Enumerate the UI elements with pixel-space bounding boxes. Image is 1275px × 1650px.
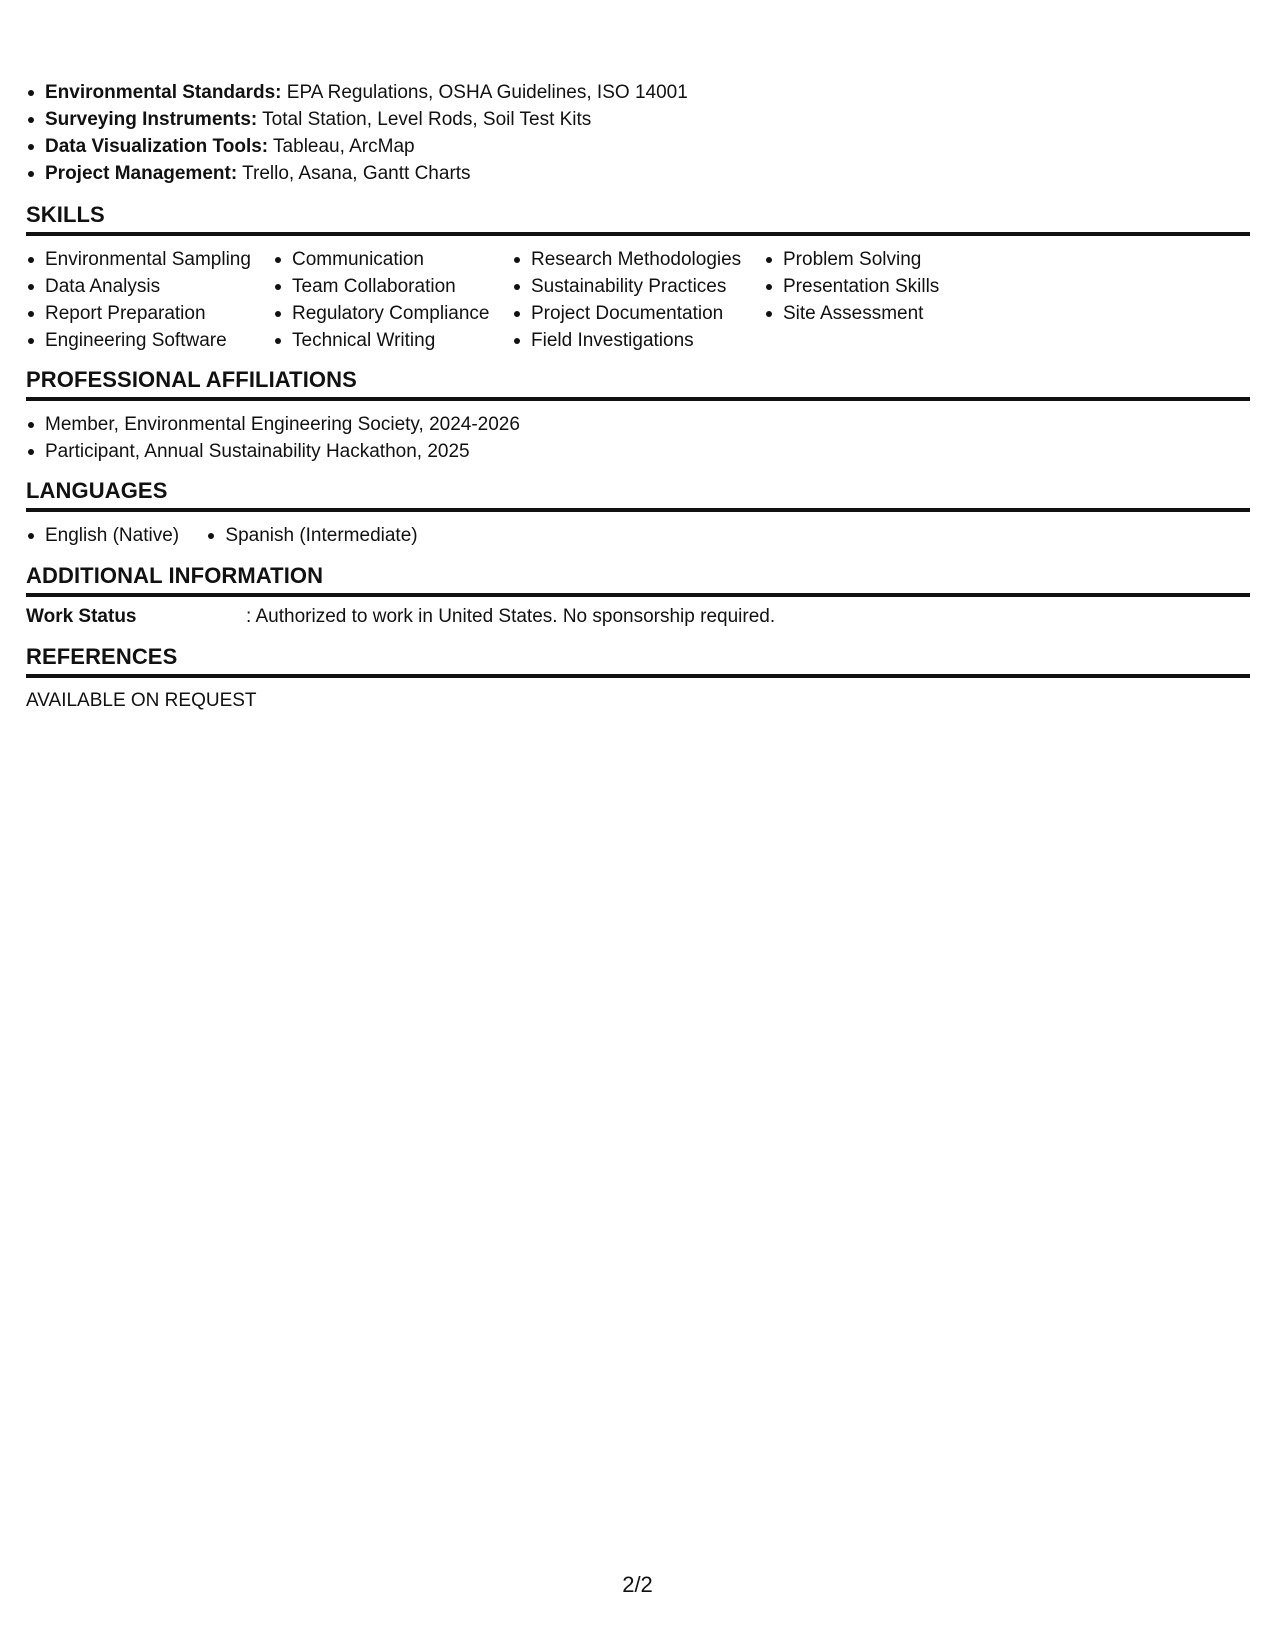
references-heading: REFERENCES bbox=[26, 643, 1250, 678]
tools-item-value: EPA Regulations, OSHA Guidelines, ISO 14001 bbox=[281, 82, 688, 103]
skill-item: Communication bbox=[273, 246, 490, 273]
skills-heading: SKILLS bbox=[26, 201, 1250, 236]
skill-item: Field Investigations bbox=[512, 327, 741, 354]
tools-item-value: Tableau, ArcMap bbox=[268, 136, 415, 157]
tools-item-label: Environmental Standards: bbox=[45, 82, 282, 103]
skill-item: Engineering Software bbox=[26, 327, 251, 354]
language-item: English (Native) bbox=[26, 522, 179, 549]
work-status-value: : Authorized to work in United States. No sponsorship required. bbox=[246, 606, 776, 627]
skills-column bbox=[764, 246, 939, 327]
tools-item-value: Total Station, Level Rods, Soil Test Kits bbox=[257, 109, 592, 130]
additional-info-heading: ADDITIONAL INFORMATION bbox=[26, 562, 1250, 597]
affiliation-item: Participant, Annual Sustainability Hackathon, 2025 bbox=[26, 438, 520, 465]
affiliations-heading: PROFESSIONAL AFFILIATIONS bbox=[26, 366, 1250, 401]
skill-item: Environmental Sampling bbox=[26, 246, 251, 273]
tools-item-surveying-instruments bbox=[26, 106, 688, 133]
skill-item: Site Assessment bbox=[764, 300, 939, 327]
tools-item-label: Data Visualization Tools: bbox=[45, 136, 269, 157]
skill-item: Team Collaboration bbox=[273, 273, 490, 300]
references-text: AVAILABLE ON REQUEST bbox=[26, 690, 257, 711]
tools-item-environmental-standards bbox=[26, 79, 688, 106]
skills-column bbox=[273, 246, 490, 354]
tools-item-project-management bbox=[26, 160, 688, 187]
skill-item: Problem Solving bbox=[764, 246, 939, 273]
skills-column bbox=[512, 246, 741, 354]
skill-item: Presentation Skills bbox=[764, 273, 939, 300]
language-item: Spanish (Intermediate) bbox=[206, 522, 417, 549]
tools-item-label: Surveying Instruments: bbox=[45, 109, 258, 130]
skill-item: Report Preparation bbox=[26, 300, 251, 327]
tools-item-data-visualization bbox=[26, 133, 688, 160]
affiliations-list bbox=[26, 411, 520, 465]
skill-item: Research Methodologies bbox=[512, 246, 741, 273]
skills-column bbox=[26, 246, 251, 354]
skill-item: Technical Writing bbox=[273, 327, 490, 354]
languages-list bbox=[26, 522, 440, 549]
skill-item: Regulatory Compliance bbox=[273, 300, 490, 327]
skill-item: Sustainability Practices bbox=[512, 273, 741, 300]
skill-item: Data Analysis bbox=[26, 273, 251, 300]
work-status-label: Work Status bbox=[26, 606, 137, 627]
tools-list bbox=[26, 79, 688, 187]
tools-item-label: Project Management: bbox=[45, 163, 238, 184]
languages-heading: LANGUAGES bbox=[26, 477, 1250, 512]
tools-item-value: Trello, Asana, Gantt Charts bbox=[237, 163, 471, 184]
page-number: 2/2 bbox=[622, 1572, 653, 1597]
affiliation-item: Member, Environmental Engineering Society, 2024-2026 bbox=[26, 411, 520, 438]
skill-item: Project Documentation bbox=[512, 300, 741, 327]
